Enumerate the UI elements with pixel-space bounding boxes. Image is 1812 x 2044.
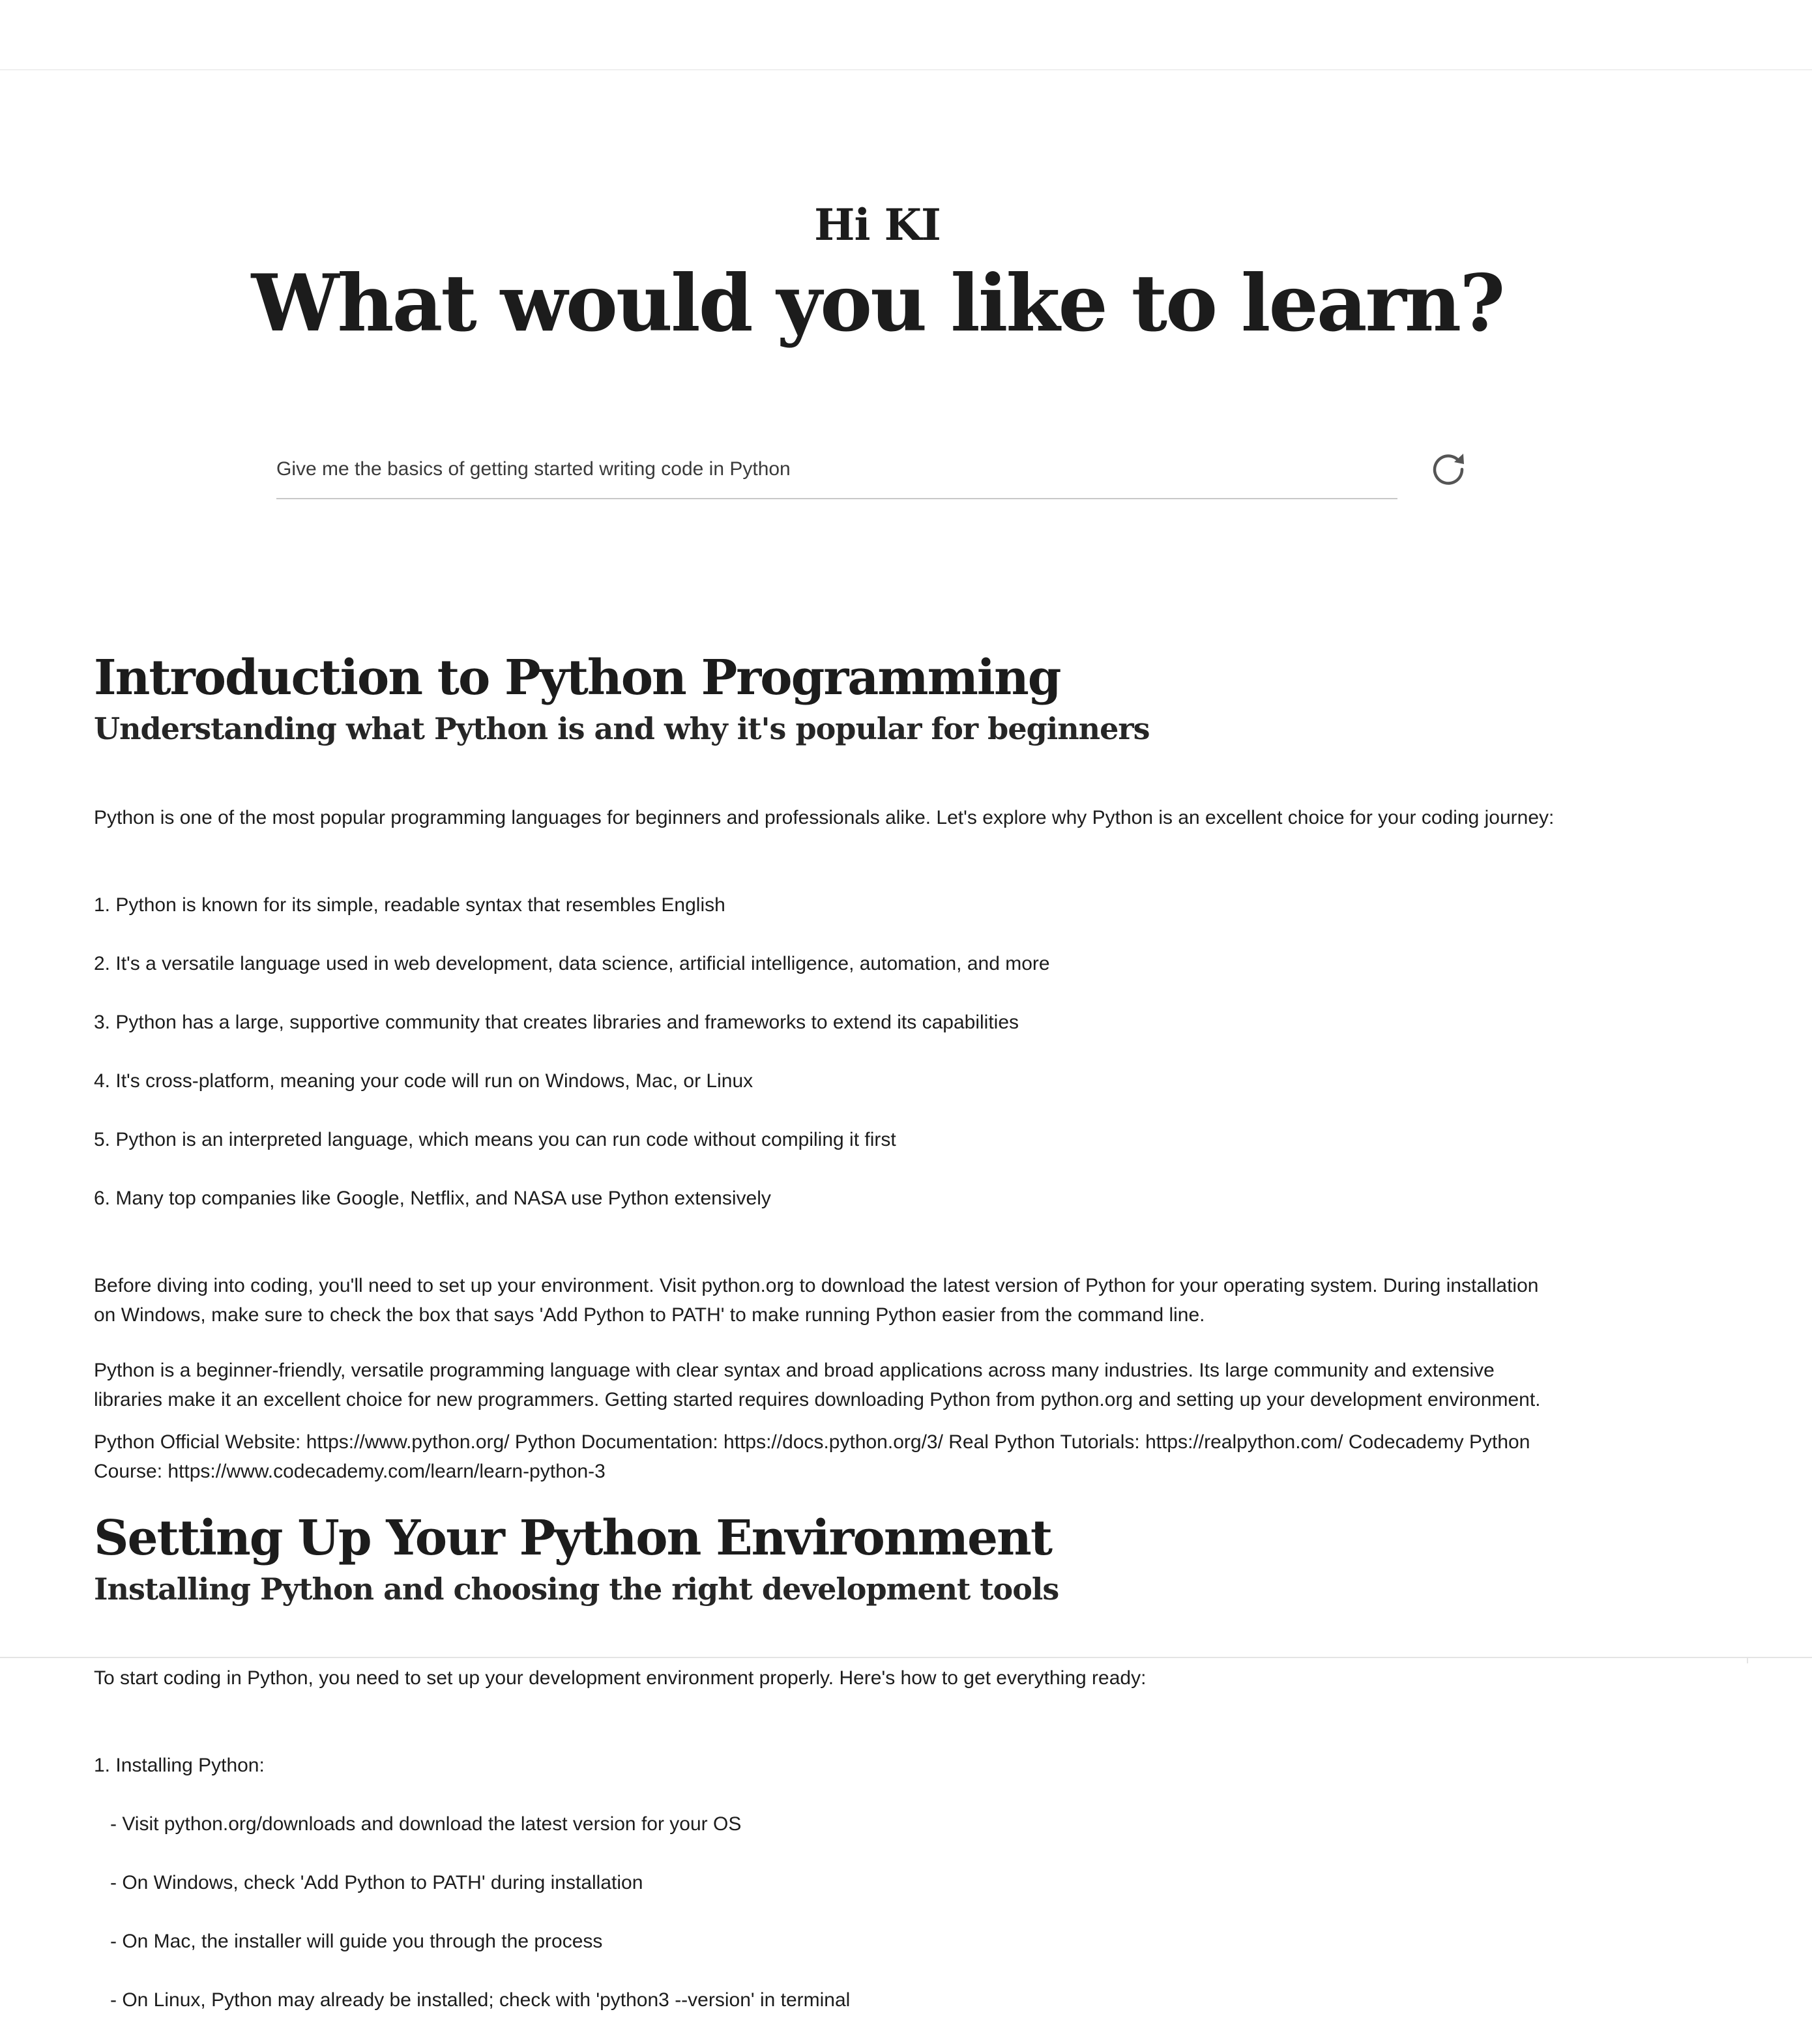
greeting: Hi KI [814, 199, 941, 250]
section-title: Introduction to Python Programming [94, 650, 1060, 706]
list-item: - Visit python.org/downloads and download the latest version for your OS [94, 1813, 742, 1835]
search-field[interactable] [276, 443, 1397, 499]
section-intro: Python is one of the most popular programming languages for beginners and professionals alike. Let's explore why Python is an excellent choice for your coding journey: [94, 807, 1555, 828]
list-item: 2. It's a versatile language used in web development, data science, artificial intelligence, automation, and more [94, 953, 1050, 974]
list-item: 5. Python is an interpreted language, which means you can run code without compiling it first [94, 1129, 896, 1150]
section-intro: To start coding in Python, you need to set up your development environment properly. Here's how to get everything ready: [94, 1667, 1147, 1689]
divider [0, 1657, 1812, 1658]
section-subtitle: Installing Python and choosing the right development tools [94, 1571, 1059, 1607]
reasons-list [94, 861, 1671, 1242]
page-title: What would you like to learn? [251, 257, 1504, 349]
refresh-button[interactable] [1429, 450, 1468, 489]
list-item: 3. Python has a large, supportive community that creates libraries and frameworks to extend its capabilities [94, 1012, 1019, 1033]
list-item: 4. It's cross-platform, meaning your code will run on Windows, Mac, or Linux [94, 1070, 753, 1092]
search-input[interactable] [276, 443, 1397, 495]
refresh-icon [1429, 450, 1468, 489]
list-item: - On Windows, check 'Add Python to PATH' during installation [94, 1872, 643, 1893]
section-title: Setting Up Your Python Environment [94, 1510, 1052, 1566]
hero [0, 196, 1755, 356]
setup-steps-list [94, 1721, 1671, 2044]
list-item: 6. Many top companies like Google, Netflix, and NASA use Python extensively [94, 1188, 771, 1209]
section-environment [94, 1506, 1671, 2044]
section-summary: Python is a beginner-friendly, versatile programming language with clear syntax and broad applications across many industries. Its large community and extensive libraries make it an excellent choice for new programmers. Getting started requires downloading Python from python.org and setting up your development environment. [94, 1360, 1541, 1410]
setup-note: Before diving into coding, you'll need to set up your environment. Visit python.org to download the latest version of Python for your operating system. During installation on Windows, make sure to check the box that says 'Add Python to PATH' to make running Python easier from the command line. [94, 1275, 1539, 1326]
lesson-content [94, 645, 1671, 2044]
scrollbar[interactable] [1747, 1657, 1812, 1663]
list-item: - On Linux, Python may already be installed; check with 'python3 --version' in terminal [94, 1989, 851, 2011]
section-introduction [94, 645, 1671, 1486]
list-item: - On Mac, the installer will guide you through the process [94, 1931, 603, 1952]
section-subtitle: Understanding what Python is and why it's popular for beginners [94, 711, 1150, 746]
list-item: 1. Python is known for its simple, readable syntax that resembles English [94, 894, 725, 916]
list-item: 1. Installing Python: [94, 1755, 265, 1776]
top-bar [0, 0, 1812, 70]
resources-text: Python Official Website: https://www.python.org/ Python Documentation: https://docs.python.org/3/ Real Python Tutorials: https://realpython.com/ Codecademy Python Course: https://www.codecademy.com/learn/learn-python-3 [94, 1431, 1530, 1482]
